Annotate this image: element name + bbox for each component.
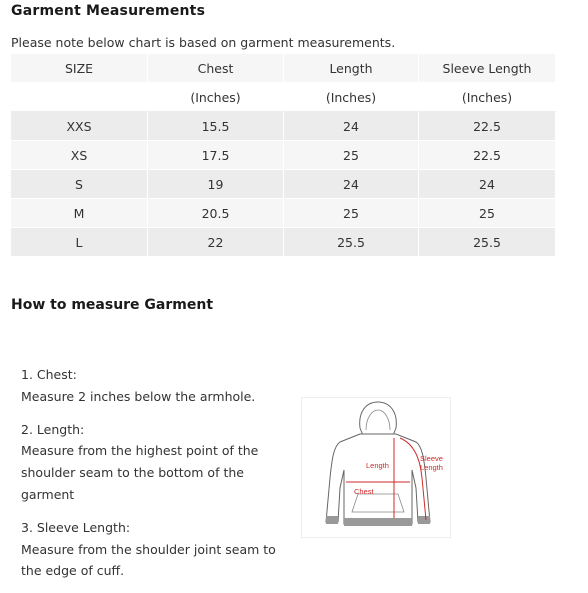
cell-length: 24 bbox=[284, 112, 419, 141]
sleeve-label-line1: Sleeve bbox=[420, 454, 443, 463]
table-row bbox=[11, 199, 556, 228]
cell-length: 25.5 bbox=[284, 228, 419, 257]
step-description: Measure from the highest point of the shoulder seam to the bottom of the garment bbox=[21, 443, 259, 502]
cell-sleeve-length: 25.5 bbox=[419, 228, 556, 257]
cell-length: 25 bbox=[284, 199, 419, 228]
step-heading: 2. Length: bbox=[21, 421, 85, 437]
cell-sleeve-length: 22.5 bbox=[419, 112, 556, 141]
cell-sleeve-length: 25 bbox=[419, 199, 556, 228]
chart-note: Please note below chart is based on garment measurements. bbox=[11, 35, 396, 50]
cell-size: XXS bbox=[11, 112, 148, 141]
step-heading: 3. Sleeve Length: bbox=[21, 519, 131, 535]
unit-sleeve-length: (Inches) bbox=[419, 83, 556, 112]
step-description: Measure 2 inches below the armhole. bbox=[21, 388, 256, 404]
table-row bbox=[11, 170, 556, 199]
step-length bbox=[21, 419, 296, 506]
table-unit-row bbox=[11, 83, 556, 112]
header-length: Length bbox=[284, 54, 419, 83]
size-chart-table bbox=[11, 54, 556, 257]
body-outline bbox=[326, 434, 430, 524]
sleeve-label-line2: Length bbox=[420, 463, 443, 472]
table-row bbox=[11, 141, 556, 170]
unit-chest: (Inches) bbox=[148, 83, 284, 112]
unit-size bbox=[11, 83, 148, 112]
howto-title: How to measure Garment bbox=[11, 297, 214, 313]
table-header-row bbox=[11, 54, 556, 83]
chest-label: Chest bbox=[354, 487, 374, 496]
left-cuff bbox=[326, 516, 338, 524]
cell-length: 25 bbox=[284, 141, 419, 170]
header-size: SIZE bbox=[11, 54, 148, 83]
cell-size: M bbox=[11, 199, 148, 228]
right-cuff bbox=[418, 516, 430, 524]
step-sleeve-length bbox=[21, 517, 296, 582]
cell-chest: 20.5 bbox=[148, 199, 284, 228]
cell-size: S bbox=[11, 170, 148, 199]
cell-size: XS bbox=[11, 141, 148, 170]
cell-sleeve-length: 22.5 bbox=[419, 141, 556, 170]
header-sleeve-length: Sleeve Length bbox=[419, 54, 556, 83]
header-chest: Chest bbox=[148, 54, 284, 83]
table-row bbox=[11, 112, 556, 141]
cell-length: 24 bbox=[284, 170, 419, 199]
table-row bbox=[11, 228, 556, 257]
cell-chest: 15.5 bbox=[148, 112, 284, 141]
unit-length: (Inches) bbox=[284, 83, 419, 112]
cell-chest: 22 bbox=[148, 228, 284, 257]
step-description: Measure from the shoulder joint seam to the edge of cuff. bbox=[21, 541, 276, 579]
cell-size: L bbox=[11, 228, 148, 257]
hem-band bbox=[344, 518, 412, 526]
cell-sleeve-length: 24 bbox=[419, 170, 556, 199]
hoodie-illustration bbox=[302, 398, 450, 537]
measurement-steps bbox=[21, 364, 296, 593]
step-chest bbox=[21, 364, 296, 408]
hood-outline bbox=[360, 402, 397, 438]
page-title: Garment Measurements bbox=[11, 3, 206, 19]
cell-chest: 17.5 bbox=[148, 141, 284, 170]
step-heading: 1. Chest: bbox=[21, 367, 77, 382]
hoodie-measurement-diagram bbox=[301, 397, 451, 538]
cell-chest: 19 bbox=[148, 170, 284, 199]
length-label: Length bbox=[366, 461, 389, 470]
